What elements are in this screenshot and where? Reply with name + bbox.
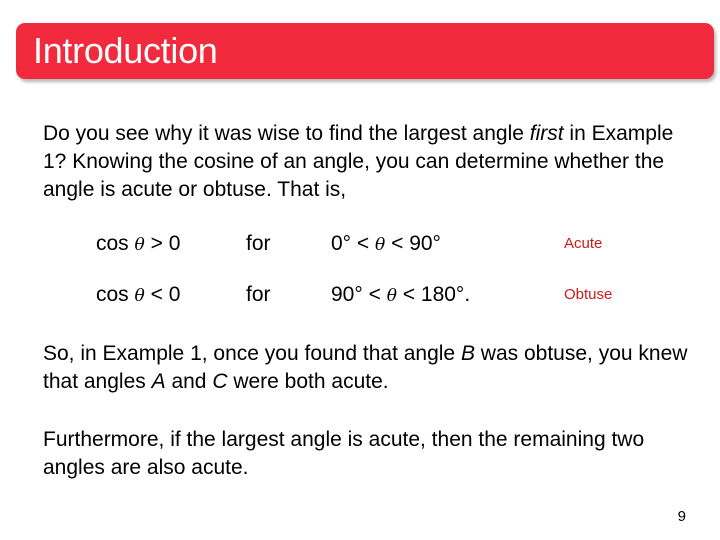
angle-b-label: B [460,342,475,365]
title-bar [16,23,714,79]
cos-label: cos [96,232,135,255]
intro-text-end: in Example 1? Knowing the cosine of an angle, you can determine whether the angle is acute or obtuse. That is, [43,122,674,201]
theta-symbol: θ [386,286,397,306]
angle-a-label: A [151,370,166,393]
slide-title: Introduction [33,30,218,71]
range-start: 90° < [331,283,387,306]
cos-comparison: > 0 [144,232,181,255]
intro-paragraph [43,120,693,204]
theta-symbol: θ [375,235,386,255]
furthermore-paragraph: Furthermore, if the largest angle is acute, then the remaining two angles are also acute. [43,428,645,479]
cos-condition [96,280,180,311]
conclusion-text: were both acute. [227,370,389,393]
theta-symbol: θ [134,235,145,255]
rule-row-acute [0,229,720,259]
conclusion-text: and [165,370,213,393]
range-end: < 90° [385,232,441,255]
intro-text-start: Do you see why it was wise to find the largest angle [43,122,530,145]
page-number: 9 [677,508,686,525]
angle-range [331,280,470,311]
rule-row-obtuse [0,280,720,310]
conclusion-text: was obtuse, you knew that angles [43,342,688,393]
theta-symbol: θ [134,286,145,306]
for-word: for [246,283,271,306]
conclusion-text: So, in Example 1, once you found that angle [43,342,461,365]
range-start: 0° < [331,232,376,255]
for-word: for [246,232,271,255]
angle-c-label: C [212,370,228,393]
acute-label: Acute [564,235,603,252]
intro-emphasis: first [529,122,564,145]
conclusion-paragraph [43,340,693,396]
cos-label: cos [96,283,135,306]
angle-range [331,229,441,260]
range-end: < 180°. [396,283,471,306]
cos-condition [96,229,180,260]
obtuse-label: Obtuse [564,286,613,303]
cos-comparison: < 0 [144,283,181,306]
